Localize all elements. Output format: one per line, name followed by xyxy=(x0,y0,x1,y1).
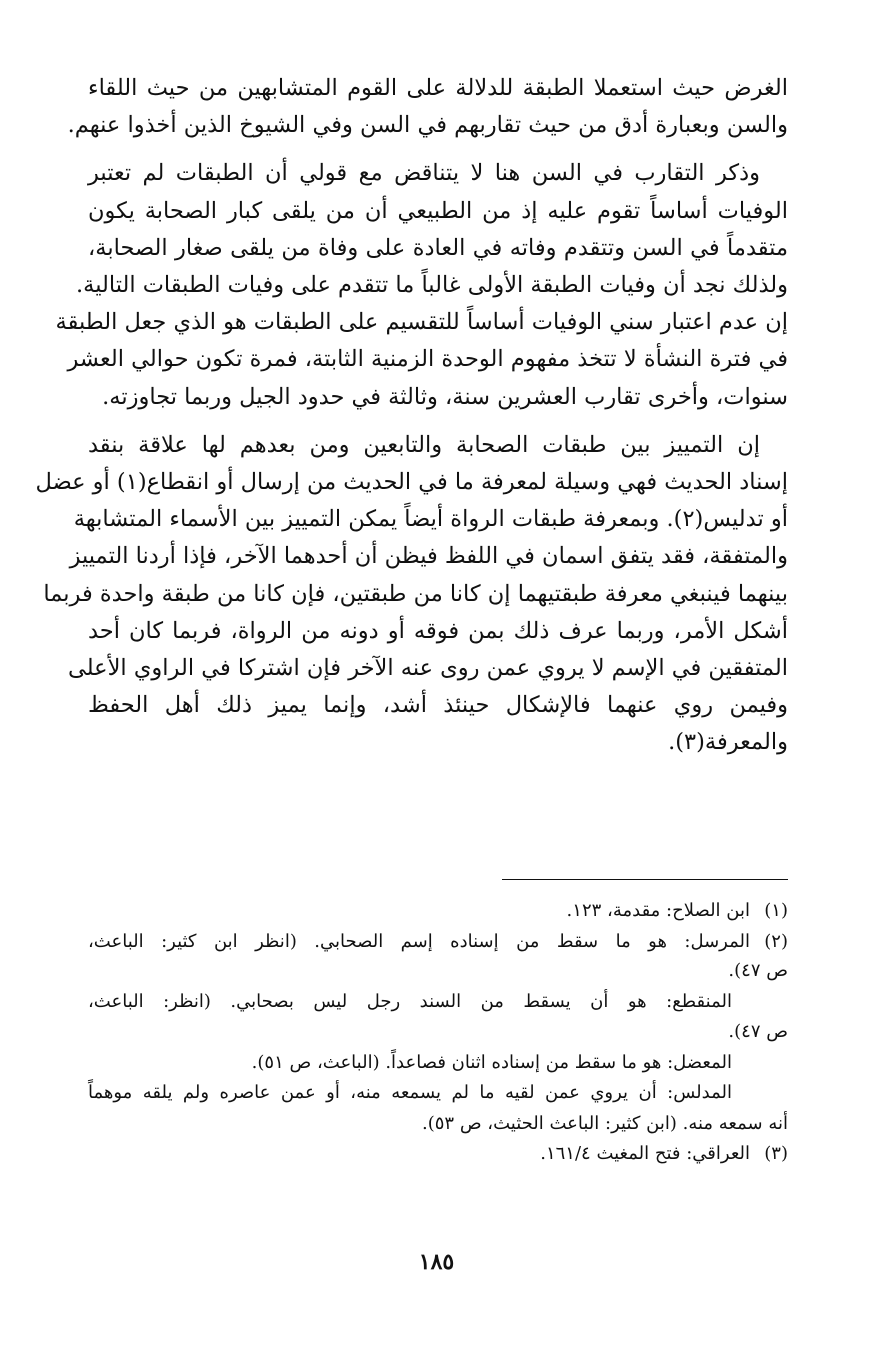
footnote-text: المرسل: هو ما سقط من إسناده إسم الصحابي. (انظر ابن كثير: الباعث، xyxy=(88,930,750,952)
footnote-line: المنقطع: هو أن يسقط من السند رجل ليس بصحابي. (انظر: الباعث، xyxy=(88,990,732,1012)
footnote-marker: (٢) xyxy=(764,930,788,952)
text-line: الوفيات أساساً تقوم عليه إذ من الطبيعي أن من يلقى كبار الصحابة يكون xyxy=(88,197,788,224)
text-line: في فترة النشأة لا تتخذ مفهوم الوحدة الزمنية الثابتة، فمرة تكون حوالي العشر xyxy=(67,346,788,373)
footnote-line: المعضل: هو ما سقط من إسناده اثنان فصاعداً. (الباعث، ص ٥١). xyxy=(251,1051,732,1073)
text-line: الغرض حيث استعملا الطبقة للدلالة على القوم المتشابهين من حيث اللقاء xyxy=(88,75,788,101)
page-number: ١٨٥ xyxy=(418,1249,455,1275)
footnote-2-munqati-cont xyxy=(88,1017,788,1047)
text-line: متقدماً في السن وتتقدم وفاته في العادة على وفاة من يلقى صغار الصحابة، xyxy=(88,234,788,261)
footnotes xyxy=(88,896,788,1170)
footnote-divider xyxy=(502,879,788,880)
text-line: بينهما فينبغي معرفة طبقتيهما إن كانا من طبقتين، فإن كانا من طبقة واحدة فربما xyxy=(43,580,788,607)
text-line: وفيمن روي عنهما فالإشكال حينئذ أشد، وإنما يميز ذلك أهل الحفظ xyxy=(88,692,788,719)
text-line: إن التمييز بين طبقات الصحابة والتابعين ومن بعدهم لها علاقة بنقد xyxy=(88,431,760,458)
text-line: سنوات، وأخرى تقارب العشرين سنة، وثالثة في حدود الجيل وربما تجاوزته. xyxy=(102,383,788,410)
footnote-marker: (٣) xyxy=(764,1143,788,1164)
text-line: أو تدليس(٢). وبمعرفة طبقات الرواة أيضاً يمكن التمييز بين الأسماء المتشابهة xyxy=(73,506,788,533)
text-line: المتفقين في الإسم لا يروي عمن روى عنه الآخر فإن اشتركا في الراوي الأعلى xyxy=(67,655,788,682)
footnote-3 xyxy=(88,1139,788,1169)
text-line: والمعرفة(٣). xyxy=(668,729,788,756)
footnote-text: العراقي: فتح المغيث ١٦١/٤. xyxy=(540,1143,750,1164)
footnote-line xyxy=(88,927,788,957)
text-line: إن عدم اعتبار سني الوفيات أساساً للتقسيم على الطبقات هو الذي جعل الطبقة xyxy=(55,309,788,336)
main-text-block xyxy=(35,70,788,773)
paragraph-2 xyxy=(55,155,788,415)
footnote-line: ص ٤٧). xyxy=(728,1021,788,1042)
text-line: ولذلك نجد أن وفيات الطبقة الأولى غالباً ما تتقدم على وفيات الطبقات التالية. xyxy=(75,272,788,299)
text-line: إسناد الحديث فهي وسيلة لمعرفة ما في الحديث من إرسال أو انقطاع(١) أو عضل xyxy=(35,469,788,496)
footnote-1 xyxy=(88,896,788,926)
footnote-2-munqati xyxy=(88,987,788,1017)
text-line: وذكر التقارب في السن هنا لا يتناقض مع قولي أن الطبقات لم تعتبر xyxy=(88,160,760,187)
paragraph-1 xyxy=(67,70,788,144)
text-line: والمتفقة، فقد يتفق اسمان في اللفظ فيظن أن أحدهما الآخر، فإذا أردنا التمييز xyxy=(69,543,788,570)
footnote-marker: (١) xyxy=(764,900,788,921)
footnote-line: أنه سمعه منه. (ابن كثير: الباعث الحثيث، ص ٥٣). xyxy=(422,1112,788,1134)
footnote-2-mudallas-cont xyxy=(88,1109,788,1139)
footnote-2-muadal xyxy=(88,1048,788,1078)
footnote-line: ص ٤٧). xyxy=(728,960,788,981)
paragraph-3 xyxy=(35,427,788,762)
footnote-2 xyxy=(88,927,788,986)
text-line: والسن وبعبارة أدق من حيث تقاربهم في السن وفي الشيوخ الذين أخذوا عنهم. xyxy=(67,112,788,139)
footnote-2-mudallas xyxy=(88,1078,788,1108)
footnote-line: المدلس: أن يروي عمن لقيه ما لم يسمعه منه، أو عمن عاصره ولم يلقه موهماً xyxy=(88,1082,732,1103)
footnote-text: ابن الصلاح: مقدمة، ١٢٣. xyxy=(566,900,750,921)
text-line: أشكل الأمر، وربما عرف ذلك بمن فوقه أو دونه من الرواة، فربما كان أحد xyxy=(88,617,788,644)
